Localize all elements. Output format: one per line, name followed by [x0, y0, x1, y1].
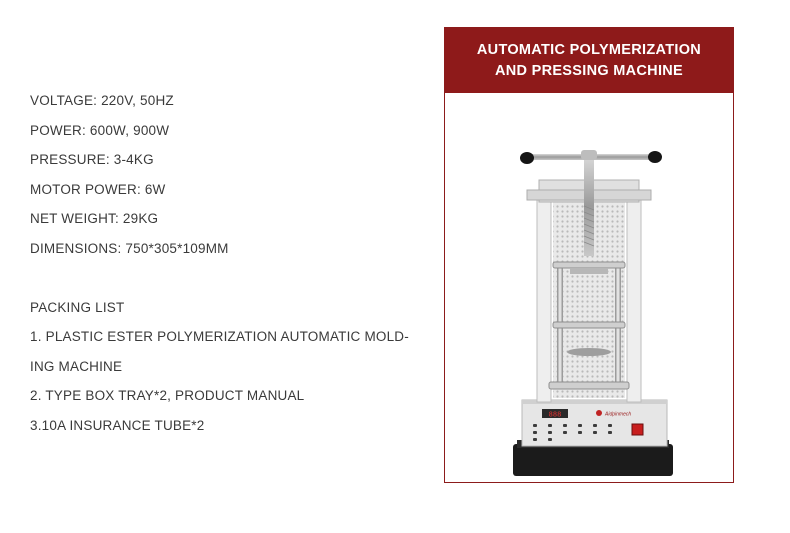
card-title-line-1: AUTOMATIC POLYMERIZATION: [476, 41, 702, 58]
panel-button: [608, 431, 612, 434]
left-pillar: [537, 194, 551, 402]
spec-voltage: VOLTAGE: 220V, 50HZ: [30, 93, 174, 108]
spec-net-weight: NET WEIGHT: 29KG: [30, 211, 159, 226]
card-header: [445, 28, 733, 93]
panel-button: [548, 431, 552, 434]
spec-dimensions: DIMENSIONS: 750*305*109MM: [30, 240, 229, 256]
panel-button: [533, 424, 537, 427]
packing-item-2: 2. TYPE BOX TRAY*2, PRODUCT MANUAL: [30, 388, 305, 403]
packing-item-1-line-2: ING MACHINE: [30, 358, 123, 374]
handle-knob-left-icon: [520, 152, 534, 164]
control-box: [522, 400, 667, 446]
spec-power: POWER: 600W, 900W: [30, 122, 170, 138]
right-pillar: [627, 194, 641, 402]
panel-button: [563, 424, 567, 427]
panel-button: [548, 438, 552, 441]
panel-button: [533, 438, 537, 441]
spec-motor-power: MOTOR POWER: 6W: [30, 181, 166, 197]
spacer: [30, 263, 409, 293]
panel-button: [608, 424, 612, 427]
panel-button: [593, 431, 597, 434]
press-screw: [584, 156, 594, 256]
brand-text: Aidpinmech: [605, 411, 632, 418]
machine-illustration: [445, 94, 733, 482]
product-card: [444, 27, 734, 483]
card-title-line-2: AND PRESSING MACHINE: [494, 62, 684, 79]
spec-pressure: PRESSURE: 3-4KG: [30, 152, 154, 167]
packing-list-title: PACKING LIST: [30, 299, 125, 315]
handle-knob-right-icon: [648, 151, 662, 163]
handle-hub: [581, 150, 597, 160]
power-switch-icon: [632, 424, 643, 435]
brand-logo-icon: [596, 410, 602, 416]
panel-button: [563, 431, 567, 434]
panel-button: [578, 431, 582, 434]
packing-item-1-line-1: 1. PLASTIC ESTER POLYMERIZATION AUTOMATIC MOLD-: [30, 329, 409, 344]
packing-item-3: 3.10A INSURANCE TUBE*2: [30, 417, 205, 433]
spec-list: [30, 86, 409, 440]
display-readout: 888: [548, 410, 562, 419]
panel-button: [578, 424, 582, 427]
panel-button: [548, 424, 552, 427]
panel-button: [533, 431, 537, 434]
panel-button: [593, 424, 597, 427]
